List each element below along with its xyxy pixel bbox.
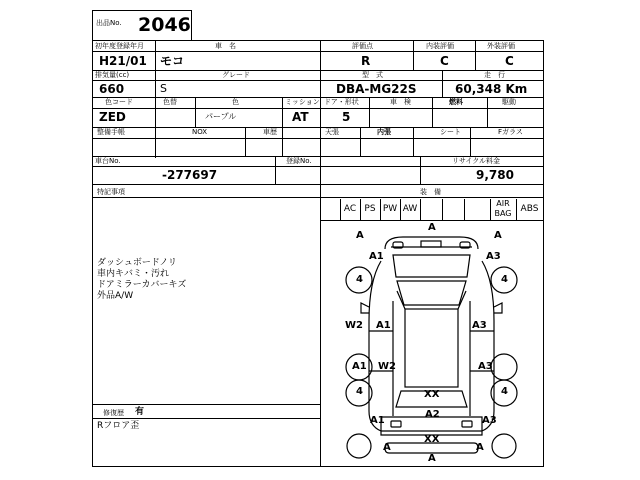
mileage-value: 60,348 Km <box>455 82 528 96</box>
color-label: 色 <box>232 98 239 106</box>
name-value: モコ <box>160 54 185 68</box>
score-label: 評価点 <box>352 42 373 50</box>
grade-label: グレード <box>222 71 250 79</box>
color-code-value: ZED <box>99 110 126 124</box>
mission-label: ミッション <box>285 98 320 106</box>
cc-label: 排気量(cc) <box>95 71 130 79</box>
inspection-label: 車 検 <box>390 98 411 106</box>
note-line: 外品A/W <box>97 291 134 301</box>
damage-wheel-rr: 4 <box>501 386 508 397</box>
note-line: 車内キバミ・汚れ <box>97 269 170 279</box>
mileage-label: 走 行 <box>484 71 505 79</box>
damage-door-l: A1 <box>376 320 391 331</box>
note-line: ドアミラーカバーキズ <box>97 280 187 290</box>
model-label: 型 式 <box>362 71 383 79</box>
drive-label: 駆動 <box>502 98 516 106</box>
chassis-label: 車台No. <box>95 157 121 165</box>
lot-number: 2046 <box>138 14 191 36</box>
damage-wheel-rl: 4 <box>356 386 363 397</box>
damage-front-top: A <box>428 222 436 233</box>
equipment-label: 装 備 <box>420 188 441 196</box>
equipment-airbag: AIR BAG <box>494 199 512 218</box>
equipment-pw: PW <box>382 204 398 214</box>
reg-label: 登録No. <box>286 157 312 165</box>
damage-front-right: A <box>494 230 502 241</box>
damage-rear-r: A3 <box>478 361 493 372</box>
damage-door-r: A3 <box>472 320 487 331</box>
damage-door-l-w: W2 <box>345 320 363 331</box>
repair-label: 修復歴 <box>103 409 124 417</box>
damage-corner-r: A <box>476 442 484 453</box>
color-value: パープル <box>205 112 237 121</box>
notes-label: 特記事項 <box>97 188 125 196</box>
damage-rear-bottom: A <box>428 453 436 464</box>
mission-value: AT <box>292 110 309 124</box>
equipment-ps: PS <box>364 204 376 214</box>
history-label: 車歴 <box>263 128 277 136</box>
car-diagram <box>321 221 542 465</box>
glass-label: Fガラス <box>498 128 523 136</box>
note-line: ダッシュボードノリ <box>97 258 177 268</box>
interior-grade-label: 内装評価 <box>426 42 454 50</box>
interior-grade-value: C <box>440 54 449 68</box>
year-label: 初年度登録年月 <box>95 42 144 50</box>
roof-label: 天張 <box>325 128 339 136</box>
doors-value: 5 <box>342 110 351 124</box>
model-value: DBA-MG22S <box>336 82 417 96</box>
grade-value: S <box>160 82 167 95</box>
year-value: H21/01 <box>99 54 147 68</box>
repair-value: 有 <box>135 407 145 417</box>
exterior-grade-value: C <box>505 54 514 68</box>
damage-wheel-fl: 4 <box>356 274 363 285</box>
fuel-label: 燃料 <box>449 98 463 106</box>
equipment-ac: AC <box>343 204 357 214</box>
lot-label: 出品No. <box>96 19 122 27</box>
color-swap-label: 色替 <box>163 98 177 106</box>
score-value: R <box>361 54 371 68</box>
damage-quarter-r: A3 <box>482 415 497 426</box>
damage-rear-l-top: A1 <box>352 361 367 372</box>
interior-trim-label: 内張 <box>377 128 391 136</box>
equipment-aw: AW <box>402 204 418 214</box>
doors-label: ドア・形状 <box>324 98 359 106</box>
seat-label: シート <box>440 128 461 136</box>
nox-label: NOX <box>192 128 208 136</box>
damage-rear-l-w: W2 <box>378 361 396 372</box>
recycle-label: リサイクル料金 <box>452 157 501 165</box>
damage-floor: XX <box>424 389 440 400</box>
color-code-label: 色コード <box>105 98 133 106</box>
damage-wheel-fr: 4 <box>501 274 508 285</box>
damage-bumper: XX <box>424 434 440 445</box>
damage-fender-fl: A1 <box>369 251 384 262</box>
repair-note: Rフロア歪 <box>97 421 140 431</box>
damage-rear-center: A2 <box>425 409 440 420</box>
recycle-value: 9,780 <box>476 168 514 182</box>
chassis-value: -277697 <box>162 168 218 182</box>
damage-quarter-l: A1 <box>370 415 385 426</box>
exterior-grade-label: 外装評価 <box>487 42 515 50</box>
damage-front-left: A <box>356 230 364 241</box>
manual-label: 整備手帳 <box>97 128 125 136</box>
damage-corner-l: A <box>383 442 391 453</box>
equipment-abs: ABS <box>520 204 539 214</box>
cc-value: 660 <box>99 82 125 96</box>
damage-fender-fr: A3 <box>486 251 501 262</box>
name-label: 車 名 <box>215 42 236 50</box>
